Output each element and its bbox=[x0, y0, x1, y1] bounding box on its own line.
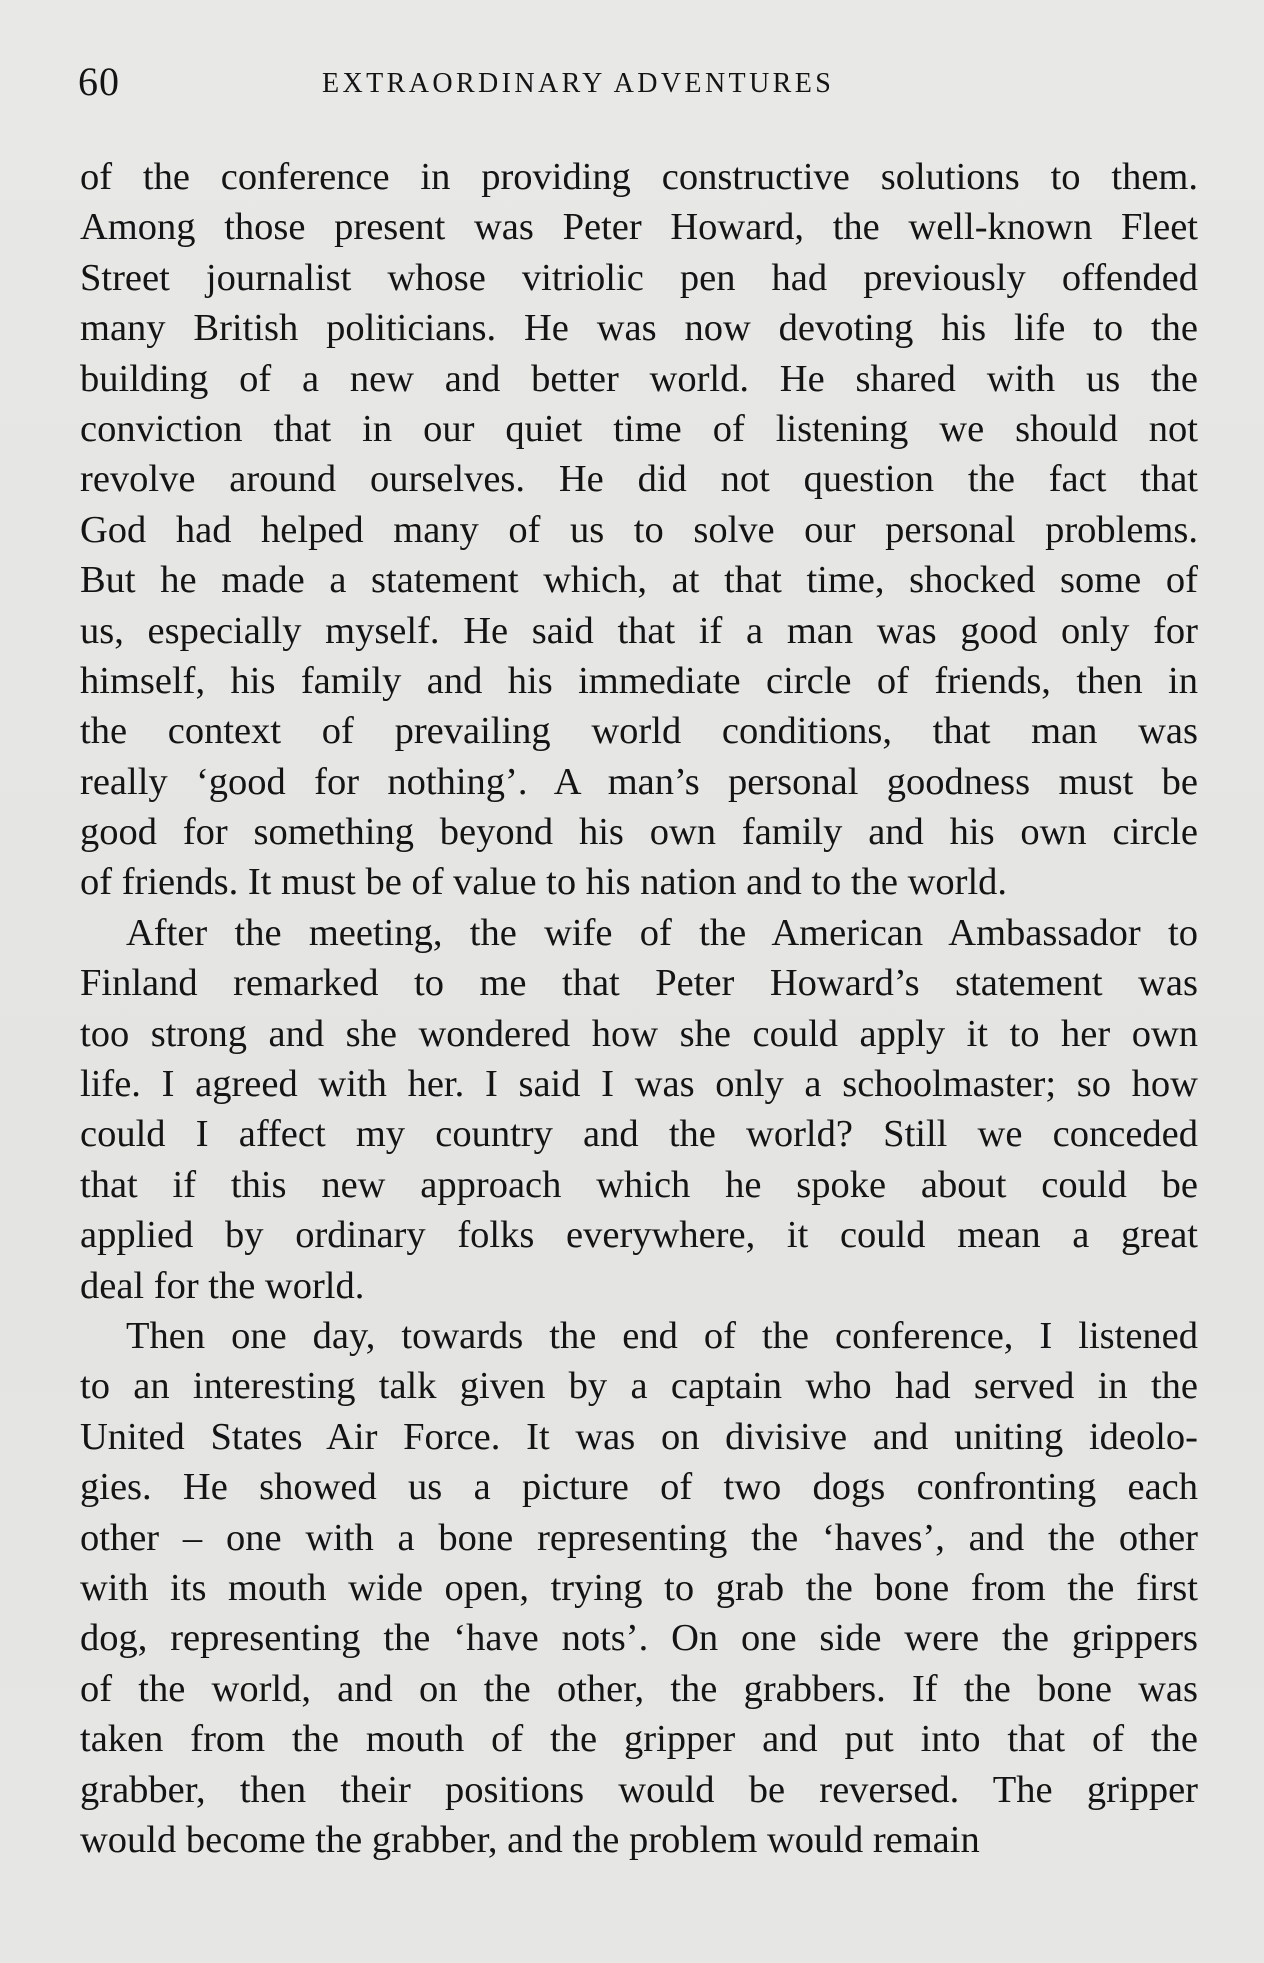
text-line: taken from the mouth of the gripper and put into that of the bbox=[80, 1718, 1198, 1761]
text-line: life. I agreed with her. I said I was only a schoolmaster; so how bbox=[80, 1063, 1198, 1106]
text-line: that if this new approach which he spoke about could be bbox=[80, 1163, 1198, 1206]
text-line: himself, his family and his immediate circle of friends, then in bbox=[80, 659, 1198, 702]
text-line: dog, representing the ‘have nots’. On one side were the grippers bbox=[80, 1617, 1198, 1660]
text-line: other – one with a bone representing the ‘haves’, and the other bbox=[80, 1516, 1198, 1559]
text-line: of the world, and on the other, the grabbers. If the bone was bbox=[80, 1667, 1198, 1710]
page-number: 60 bbox=[78, 59, 120, 104]
text-line: Among those present was Peter Howard, the well-known Fleet bbox=[80, 206, 1198, 249]
paragraph bbox=[80, 152, 1198, 908]
text-line: conviction that in our quiet time of listening we should not bbox=[80, 407, 1198, 450]
text-line: good for something beyond his own family and his own circle bbox=[80, 811, 1198, 854]
text-line: United States Air Force. It was on divisive and uniting ideolo- bbox=[80, 1415, 1198, 1458]
text-line: to an interesting talk given by a captain who had served in the bbox=[80, 1365, 1198, 1408]
text-line: really ‘good for nothing’. A man’s personal goodness must be bbox=[80, 760, 1198, 803]
text-line: many British politicians. He was now devoting his life to the bbox=[80, 307, 1198, 350]
text-line: would become the grabber, and the problem would remain bbox=[80, 1818, 980, 1861]
paragraph bbox=[80, 908, 1198, 1311]
text-line: God had helped many of us to solve our personal problems. bbox=[80, 508, 1198, 551]
text-line: could I affect my country and the world? Still we conceded bbox=[80, 1113, 1198, 1156]
running-title: EXTRAORDINARY ADVENTURES bbox=[322, 68, 835, 99]
text-line: us, especially myself. He said that if a man was good only for bbox=[80, 609, 1198, 652]
text-line: of the conference in providing constructive solutions to them. bbox=[80, 156, 1198, 198]
text-line: too strong and she wondered how she could apply it to her own bbox=[80, 1012, 1198, 1055]
text-line: applied by ordinary folks everywhere, it could mean a great bbox=[80, 1214, 1198, 1257]
text-line: building of a new and better world. He shared with us the bbox=[80, 357, 1198, 400]
text-line: of friends. It must be of value to his nation and to the world. bbox=[80, 861, 1008, 904]
text-line: Finland remarked to me that Peter Howard’s statement was bbox=[80, 962, 1198, 1005]
text-line: After the meeting, the wife of the American Ambassador to bbox=[126, 911, 1198, 954]
body-text bbox=[80, 152, 1198, 1865]
text-line: the context of prevailing world conditions, that man was bbox=[80, 710, 1198, 753]
text-line: revolve around ourselves. He did not question the fact that bbox=[80, 458, 1198, 501]
text-line: Then one day, towards the end of the conference, I listened bbox=[126, 1314, 1198, 1357]
text-line: But he made a statement which, at that time, shocked some of bbox=[80, 559, 1198, 602]
text-line: Street journalist whose vitriolic pen had previously offended bbox=[80, 256, 1198, 299]
text-line: deal for the world. bbox=[80, 1264, 365, 1307]
paragraph bbox=[80, 1311, 1198, 1865]
text-line: grabber, then their positions would be reversed. The gripper bbox=[80, 1768, 1198, 1811]
text-line: with its mouth wide open, trying to grab the bone from the first bbox=[80, 1566, 1198, 1609]
running-head bbox=[78, 52, 1198, 112]
text-line: gies. He showed us a picture of two dogs confronting each bbox=[80, 1466, 1198, 1509]
